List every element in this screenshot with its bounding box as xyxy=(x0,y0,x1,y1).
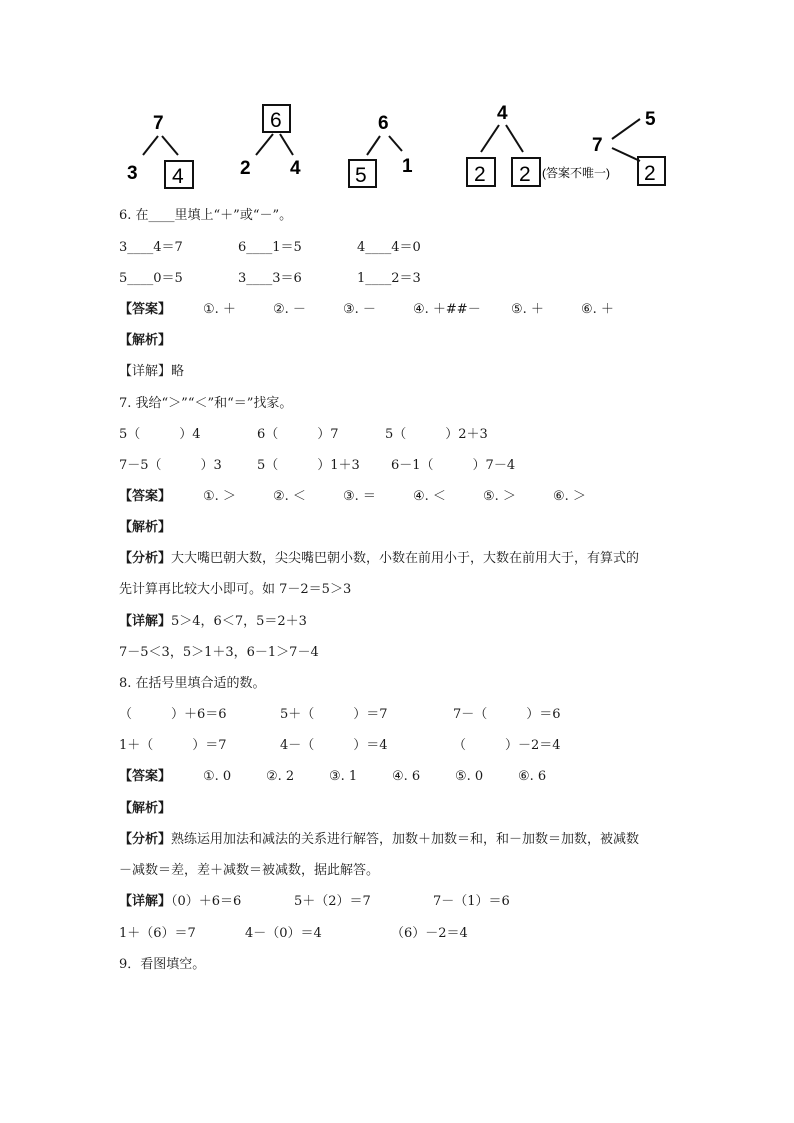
bond-2-right: 4 xyxy=(290,158,301,179)
q7-detail-line xyxy=(119,614,307,630)
number-bond-5 xyxy=(542,109,665,185)
bond-1-total: 7 xyxy=(153,113,164,134)
q6-item: 6____1＝5 xyxy=(238,240,302,255)
bond-5-total: 5 xyxy=(645,109,656,130)
answer-label: 【答案】 xyxy=(119,769,172,784)
bond-line xyxy=(612,119,640,139)
number-bond-diagrams xyxy=(0,95,794,200)
q7-answer: ⑤. ＞ xyxy=(483,489,516,504)
q7-detail-text: 5＞4，6＜7，5＝2＋3 xyxy=(171,614,307,629)
q9-title: 9．看图填空。 xyxy=(119,957,206,972)
q7-answer: ⑥. ＞ xyxy=(553,489,586,504)
bond-3-left: 5 xyxy=(355,164,367,187)
q7-item: 6（ ）7 xyxy=(257,427,339,442)
bond-line xyxy=(506,125,523,152)
bond-line xyxy=(162,136,178,155)
bond-4-left: 2 xyxy=(474,163,486,186)
q6-answer: ③. － xyxy=(343,302,376,317)
answer-not-unique-note: (答案不唯一) xyxy=(542,166,610,180)
number-bond-2 xyxy=(240,105,301,179)
q8-answer: ②. 2 xyxy=(266,769,295,784)
q8-title: 8. 在括号里填合适的数。 xyxy=(119,676,266,691)
q6-title: 6. 在____里填上“＋”或“－”。 xyxy=(119,208,293,223)
bond-line xyxy=(256,134,273,155)
bond-5-right: 2 xyxy=(644,162,656,185)
q6-answer: ②. － xyxy=(273,302,306,317)
q7-answer: ③. ＝ xyxy=(343,489,376,504)
q7-answer: ④. ＜ xyxy=(413,489,446,504)
q7-answer: ①. ＞ xyxy=(203,489,236,504)
q7-fenxi-text: 先计算再比较大小即可。如 7－2＝5＞3 xyxy=(119,582,352,597)
q8-detail-text: 7－（1）＝6 xyxy=(433,894,510,909)
q7-item: 7－5（ ）3 xyxy=(119,458,222,473)
bond-1-right: 4 xyxy=(172,165,184,188)
detail-label: 【详解】 xyxy=(119,614,172,629)
bond-line xyxy=(612,148,640,161)
bond-4-right: 2 xyxy=(519,163,531,186)
bond-3-right: 1 xyxy=(402,156,413,177)
q6-item: 3____3＝6 xyxy=(238,271,302,286)
q6-item: 1____2＝3 xyxy=(357,271,421,286)
q8-answer: ⑤. 0 xyxy=(455,769,484,784)
q8-detail-text: （6）－2＝4 xyxy=(391,926,468,941)
analysis-label: 【解析】 xyxy=(119,520,172,535)
q8-item: 5＋（ ）＝7 xyxy=(280,707,388,722)
bond-line xyxy=(367,136,380,155)
q7-item: 6－1（ ）7－4 xyxy=(391,458,516,473)
q7-title: 7. 我给“＞”“＜”和“＝”找家。 xyxy=(119,396,293,411)
q8-answer: ①. 0 xyxy=(203,769,232,784)
q8-analysis-line xyxy=(119,832,639,848)
q8-detail-line xyxy=(119,894,241,910)
q8-item: 1＋（ ）＝7 xyxy=(119,738,227,753)
bond-5-left: 7 xyxy=(592,135,603,156)
q8-item: （ ）＋6＝6 xyxy=(119,707,227,722)
q6-item: 4____4＝0 xyxy=(357,240,421,255)
q7-item: 5（ ）4 xyxy=(119,427,201,442)
answer-label: 【答案】 xyxy=(119,302,172,317)
q7-item: 5（ ）1＋3 xyxy=(257,458,360,473)
q7-detail-text: 7－5＜3，5＞1＋3，6－1＞7－4 xyxy=(119,645,319,660)
number-bond-3 xyxy=(349,113,413,187)
analysis-label: 【解析】 xyxy=(119,801,172,816)
q7-fenxi-text: 大大嘴巴朝大数，尖尖嘴巴朝小数，小数在前用小于，大数在前用大于，有算式的 xyxy=(171,551,640,566)
q6-item: 5____0＝5 xyxy=(119,271,183,286)
bond-2-total: 6 xyxy=(270,109,282,132)
q6-answer: ⑥. ＋ xyxy=(581,302,614,317)
fenxi-label: 【分析】 xyxy=(119,832,172,847)
q8-fenxi-text: －减数＝差，差＋减数＝被减数，据此解答。 xyxy=(119,863,380,878)
q6-detail: 【详解】略 xyxy=(119,364,185,379)
q8-fenxi-text: 熟练运用加法和减法的关系进行解答，加数＋加数＝和，和－加数＝加数，被减数 xyxy=(171,832,640,847)
q8-item: 7－（ ）＝6 xyxy=(453,707,561,722)
q8-item: 4－（ ）＝4 xyxy=(280,738,388,753)
q8-answer: ⑥. 6 xyxy=(518,769,547,784)
q7-item: 5（ ）2＋3 xyxy=(385,427,488,442)
q8-detail-text: 1＋（6）＝7 xyxy=(119,926,196,941)
bond-line xyxy=(481,125,499,152)
q8-answer: ④. 6 xyxy=(392,769,421,784)
fenxi-label: 【分析】 xyxy=(119,551,172,566)
detail-label: 【详解】 xyxy=(119,894,172,909)
bond-4-total: 4 xyxy=(497,103,508,124)
q7-analysis-line xyxy=(119,551,639,567)
number-bond-1 xyxy=(127,113,193,188)
analysis-label: 【解析】 xyxy=(119,333,172,348)
answer-label: 【答案】 xyxy=(119,489,172,504)
q7-answer: ②. ＜ xyxy=(273,489,306,504)
number-bond-4 xyxy=(467,103,540,186)
q8-detail-text: 4－（0）＝4 xyxy=(245,926,322,941)
bond-1-left: 3 xyxy=(127,163,138,184)
q6-answer: ⑤. ＋ xyxy=(511,302,544,317)
q6-answer: ①. ＋ xyxy=(203,302,236,317)
bond-3-total: 6 xyxy=(378,113,389,134)
bond-2-left: 2 xyxy=(240,158,251,179)
q8-detail-text: （0）＋6＝6 xyxy=(171,894,242,909)
q6-item: 3____4＝7 xyxy=(119,240,183,255)
bond-line xyxy=(389,136,402,151)
bond-line xyxy=(143,136,158,155)
bond-line xyxy=(280,134,293,155)
q8-detail-text: 5＋（2）＝7 xyxy=(294,894,371,909)
q6-answer: ④. ＋##－ xyxy=(413,302,481,317)
q8-answer: ③. 1 xyxy=(329,769,358,784)
q8-item: （ ）－2＝4 xyxy=(453,738,561,753)
